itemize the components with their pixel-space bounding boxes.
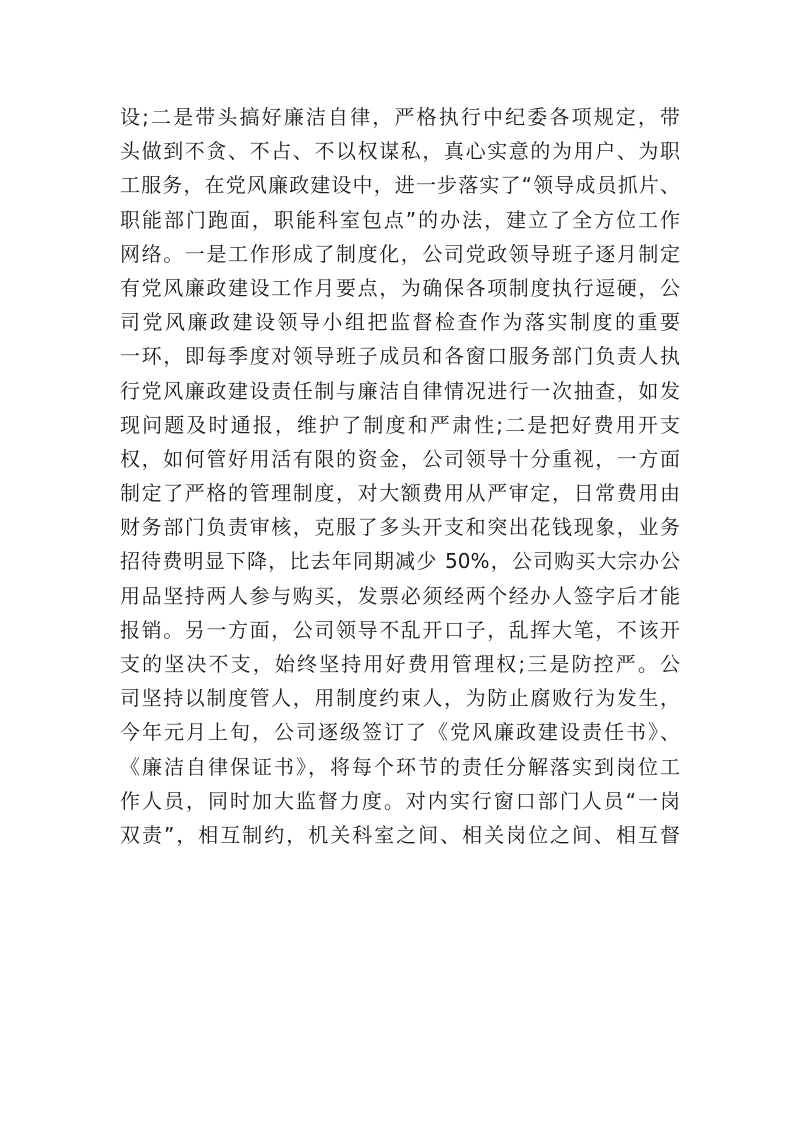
text-line: 司坚持以制度管人，用制度约束人，为防止腐败行为发生， xyxy=(120,686,680,711)
text-line: 网络。一是工作形成了制度化，公司党政领导班子逐月制定 xyxy=(120,241,680,266)
text-line: 司党风廉政建设领导小组把监督检查作为落实制度的重要 xyxy=(120,310,680,335)
text-line: 现问题及时通报，维护了制度和严肃性;二是把好费用开支 xyxy=(120,412,680,437)
text-line: 支的坚决不支，始终坚持用好费用管理权;三是防控严。公 xyxy=(120,652,680,676)
text-line: 权，如何管好用活有限的资金，公司领导十分重视，一方面 xyxy=(120,446,680,471)
text-line: 财务部门负责审核，克服了多头开支和突出花钱现象，业务 xyxy=(120,515,680,540)
text-line: 行党风廉政建设责任制与廉洁自律情况进行一次抽查，如发 xyxy=(120,378,680,403)
text-line: 设;二是带头搞好廉洁自律，严格执行中纪委各项规定，带 xyxy=(120,105,680,129)
text-line: 头做到不贪、不占、不以权谋私，真心实意的为用户、为职 xyxy=(120,139,680,164)
text-line: 招待费明显下降，比去年同期减少 50%，公司购买大宗办公 xyxy=(120,549,680,574)
text-line: 制定了严格的管理制度，对大额费用从严审定，日常费用由 xyxy=(120,481,680,506)
text-line: 《廉洁自律保证书》，将每个环节的责任分解落实到岗位工 xyxy=(120,754,680,779)
text-line: 今年元月上旬，公司逐级签订了《党风廉政建设责任书》、 xyxy=(120,720,680,745)
text-line: 职能部门跑面，职能科室包点”的办法，建立了全方位工作 xyxy=(120,207,680,232)
text-line: 报销。另一方面，公司领导不乱开口子，乱挥大笔，不该开 xyxy=(120,617,680,642)
text-line: 一环，即每季度对领导班子成员和各窗口服务部门负责人执 xyxy=(120,344,680,369)
text-line: 双责”，相互制约，机关科室之间、相关岗位之间、相互督 xyxy=(120,822,680,847)
text-line: 工服务，在党风廉政建设中，进一步落实了“领导成员抓片、 xyxy=(120,173,680,198)
text-line: 作人员，同时加大监督力度。对内实行窗口部门人员“一岗 xyxy=(120,788,680,813)
text-line: 用品坚持两人参与购买，发票必须经两个经办人签字后才能 xyxy=(120,583,680,608)
text-line: 有党风廉政建设工作月要点，为确保各项制度执行逗硬，公 xyxy=(120,275,680,300)
body-text xyxy=(120,100,680,852)
